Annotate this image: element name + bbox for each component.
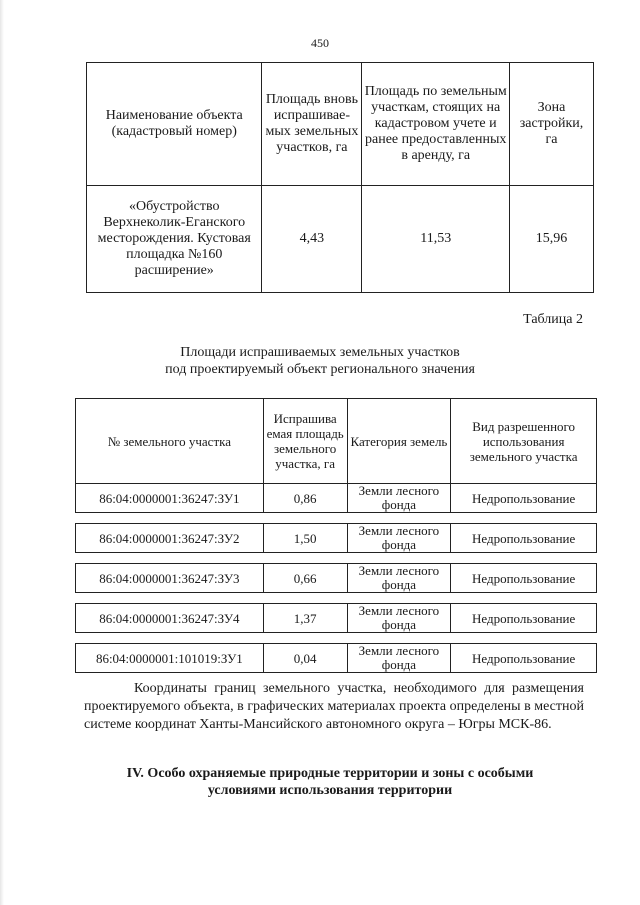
coordinates-paragraph: Координаты границ земельного участка, необходимого для размещения проектируемого объекта, в графических материалах проекта определены в местной системе координат Ханты-Мансийского автономного округа – Югры МСК-86. [84,681,584,732]
header-object-name: Наименование объекта (кадастровый номер) [87,63,262,186]
header-requested-area: Испрашива емая площадь земельного участка, га [263,399,347,484]
table-row [76,524,597,553]
header-new-area: Площадь вновь испрашивае-мых земельных участков, га [262,63,362,186]
plot-category: Земли лесного фонда [347,644,451,673]
row-gap [76,633,597,644]
header-registered-area: Площадь по земельным участкам, стоящих на кадастровом учете и ранее предоставленных в аренду, га [362,63,510,186]
table-2-title [0,344,640,378]
plot-area: 0,04 [263,644,347,673]
plot-area: 1,37 [263,604,347,633]
plot-category: Земли лесного фонда [347,524,451,553]
table-2-label: Таблица 2 [523,312,583,327]
plot-use: Недропользование [451,524,597,553]
row-gap [76,553,597,564]
land-plots-table [75,398,597,673]
header-zone: Зона застройки, га [510,63,594,186]
zone-value: 15,96 [510,186,594,293]
plot-category: Земли лесного фонда [347,484,451,513]
table-header-row [87,63,594,186]
table-2-title-line2: под проектируемый объект регионального значения [165,362,475,377]
plot-category: Земли лесного фонда [347,564,451,593]
section-heading-line2: условиями использования территории [207,783,453,798]
page-number: 450 [311,36,329,50]
table-2-title-line1: Площади испрашиваемых земельных участков [180,345,460,360]
plot-id: 86:04:0000001:36247:ЗУ4 [76,604,264,633]
plot-use: Недропользование [451,644,597,673]
registered-area-value: 11,53 [362,186,510,293]
header-plot-number: № земельного участка [76,399,264,484]
plot-use: Недропользование [451,604,597,633]
table-row [76,644,597,673]
table-row [76,604,597,633]
plot-use: Недропользование [451,564,597,593]
plot-category: Земли лесного фонда [347,604,451,633]
row-gap [76,513,597,524]
table-row [87,186,594,293]
section-heading [70,765,590,799]
plot-area: 1,50 [263,524,347,553]
row-gap [76,593,597,604]
table-header-row [76,399,597,484]
table-row [76,484,597,513]
header-permitted-use: Вид разрешенного использования земельного участка [451,399,597,484]
plot-id: 86:04:0000001:36247:ЗУ3 [76,564,264,593]
scan-edge [0,0,4,905]
plot-id: 86:04:0000001:36247:ЗУ1 [76,484,264,513]
section-heading-line1: IV. Особо охраняемые природные территории и зоны с особыми [126,766,534,781]
plot-area: 0,66 [263,564,347,593]
header-land-category: Категория земель [347,399,451,484]
plot-id: 86:04:0000001:101019:ЗУ1 [76,644,264,673]
plot-id: 86:04:0000001:36247:ЗУ2 [76,524,264,553]
plot-use: Недропользование [451,484,597,513]
object-name: «Обустройство Верхнеколик-Еганского месторождения. Кустовая площадка №160 расширение» [87,186,262,293]
new-area-value: 4,43 [262,186,362,293]
plot-area: 0,86 [263,484,347,513]
object-area-table [86,62,594,293]
table-row [76,564,597,593]
